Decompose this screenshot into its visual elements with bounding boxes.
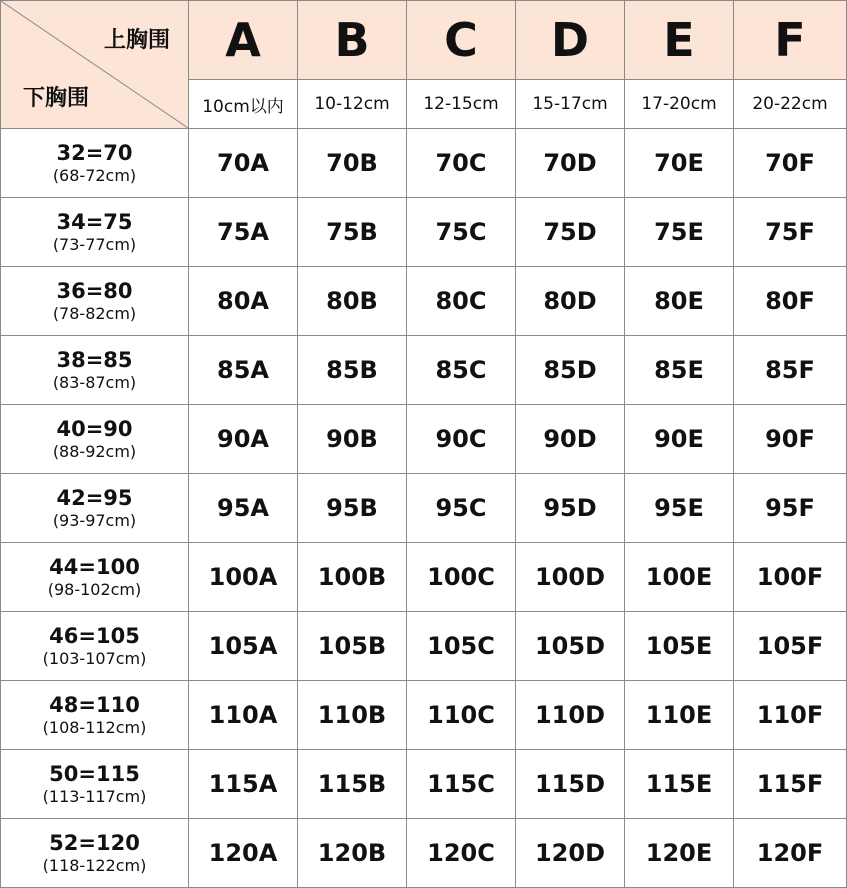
band-size-cell bbox=[1, 198, 189, 267]
table-row bbox=[1, 612, 847, 681]
size-cell: 110B bbox=[298, 681, 407, 750]
size-cell: 80E bbox=[625, 267, 734, 336]
table-row bbox=[1, 819, 847, 888]
size-cell: 80A bbox=[189, 267, 298, 336]
cup-range: 20-22cm bbox=[734, 80, 847, 129]
size-cell: 90B bbox=[298, 405, 407, 474]
size-cell: 85C bbox=[407, 336, 516, 405]
size-cell: 75D bbox=[516, 198, 625, 267]
size-cell: 95B bbox=[298, 474, 407, 543]
size-cell: 105C bbox=[407, 612, 516, 681]
size-cell: 85E bbox=[625, 336, 734, 405]
band-range: (88-92cm) bbox=[52, 441, 137, 461]
size-cell: 100E bbox=[625, 543, 734, 612]
table-row bbox=[1, 336, 847, 405]
size-cell: 105D bbox=[516, 612, 625, 681]
size-cell: 85B bbox=[298, 336, 407, 405]
size-cell: 75C bbox=[407, 198, 516, 267]
band-size: 44=100 bbox=[49, 554, 140, 579]
band-size: 50=115 bbox=[49, 761, 140, 786]
size-cell: 80B bbox=[298, 267, 407, 336]
size-cell: 85D bbox=[516, 336, 625, 405]
band-range: (118-122cm) bbox=[42, 855, 147, 875]
band-size: 38=85 bbox=[56, 347, 133, 372]
band-range: (113-117cm) bbox=[42, 786, 147, 806]
size-cell: 75B bbox=[298, 198, 407, 267]
band-range: (93-97cm) bbox=[52, 510, 137, 530]
band-size-cell bbox=[1, 612, 189, 681]
size-cell: 70A bbox=[189, 129, 298, 198]
band-size-cell bbox=[1, 405, 189, 474]
size-cell: 115E bbox=[625, 750, 734, 819]
size-cell: 70D bbox=[516, 129, 625, 198]
size-cell: 70C bbox=[407, 129, 516, 198]
band-range: (83-87cm) bbox=[52, 372, 137, 392]
size-cell: 85F bbox=[734, 336, 847, 405]
cup-letter: D bbox=[516, 1, 625, 80]
size-cell: 75E bbox=[625, 198, 734, 267]
band-size-cell bbox=[1, 819, 189, 888]
cup-range: 17-20cm bbox=[625, 80, 734, 129]
size-cell: 120B bbox=[298, 819, 407, 888]
size-cell: 100F bbox=[734, 543, 847, 612]
band-range: (98-102cm) bbox=[47, 579, 142, 599]
size-cell: 95F bbox=[734, 474, 847, 543]
size-cell: 90C bbox=[407, 405, 516, 474]
size-cell: 90A bbox=[189, 405, 298, 474]
table-row bbox=[1, 267, 847, 336]
size-cell: 115F bbox=[734, 750, 847, 819]
size-cell: 85A bbox=[189, 336, 298, 405]
table-row bbox=[1, 681, 847, 750]
size-cell: 110A bbox=[189, 681, 298, 750]
band-size-cell bbox=[1, 267, 189, 336]
table-row bbox=[1, 129, 847, 198]
band-size: 36=80 bbox=[56, 278, 133, 303]
size-cell: 110F bbox=[734, 681, 847, 750]
size-cell: 75A bbox=[189, 198, 298, 267]
cup-range: 15-17cm bbox=[516, 80, 625, 129]
size-cell: 95E bbox=[625, 474, 734, 543]
table-row bbox=[1, 198, 847, 267]
band-size: 32=70 bbox=[56, 140, 133, 165]
cup-range: 10cm以内 bbox=[189, 80, 298, 129]
band-size: 40=90 bbox=[56, 416, 133, 441]
table-row bbox=[1, 750, 847, 819]
cup-letter: B bbox=[298, 1, 407, 80]
size-cell: 120C bbox=[407, 819, 516, 888]
band-size: 42=95 bbox=[56, 485, 133, 510]
band-range: (103-107cm) bbox=[42, 648, 147, 668]
size-cell: 100D bbox=[516, 543, 625, 612]
band-size-cell bbox=[1, 129, 189, 198]
corner-header-cell bbox=[1, 1, 189, 129]
size-cell: 105B bbox=[298, 612, 407, 681]
size-cell: 80F bbox=[734, 267, 847, 336]
size-cell: 115B bbox=[298, 750, 407, 819]
band-range: (73-77cm) bbox=[52, 234, 137, 254]
size-cell: 110E bbox=[625, 681, 734, 750]
band-size-cell bbox=[1, 681, 189, 750]
size-cell: 95A bbox=[189, 474, 298, 543]
size-cell: 90E bbox=[625, 405, 734, 474]
size-cell: 80C bbox=[407, 267, 516, 336]
band-size-cell bbox=[1, 750, 189, 819]
size-cell: 120A bbox=[189, 819, 298, 888]
size-cell: 100A bbox=[189, 543, 298, 612]
table-row bbox=[1, 474, 847, 543]
size-cell: 105F bbox=[734, 612, 847, 681]
size-cell: 105A bbox=[189, 612, 298, 681]
cup-range: 12-15cm bbox=[407, 80, 516, 129]
upper-bust-label: 上胸围 bbox=[103, 28, 170, 53]
size-cell: 120F bbox=[734, 819, 847, 888]
cup-letter-row bbox=[1, 1, 847, 80]
band-size: 48=110 bbox=[49, 692, 140, 717]
band-range: (68-72cm) bbox=[52, 165, 137, 185]
size-cell: 95D bbox=[516, 474, 625, 543]
size-cell: 100C bbox=[407, 543, 516, 612]
band-size-cell bbox=[1, 474, 189, 543]
cup-letter: A bbox=[189, 1, 298, 80]
size-cell: 75F bbox=[734, 198, 847, 267]
size-cell: 90F bbox=[734, 405, 847, 474]
band-size: 52=120 bbox=[49, 830, 140, 855]
size-cell: 90D bbox=[516, 405, 625, 474]
size-cell: 70F bbox=[734, 129, 847, 198]
size-cell: 105E bbox=[625, 612, 734, 681]
band-range: (78-82cm) bbox=[52, 303, 137, 323]
cup-range: 10-12cm bbox=[298, 80, 407, 129]
size-cell: 115D bbox=[516, 750, 625, 819]
size-cell: 100B bbox=[298, 543, 407, 612]
underbust-label: 下胸围 bbox=[23, 86, 90, 111]
band-size-cell bbox=[1, 336, 189, 405]
size-cell: 110C bbox=[407, 681, 516, 750]
cup-letter: F bbox=[734, 1, 847, 80]
size-cell: 115C bbox=[407, 750, 516, 819]
size-cell: 110D bbox=[516, 681, 625, 750]
band-range: (108-112cm) bbox=[42, 717, 147, 737]
table-row bbox=[1, 405, 847, 474]
size-cell: 120D bbox=[516, 819, 625, 888]
size-cell: 115A bbox=[189, 750, 298, 819]
size-cell: 95C bbox=[407, 474, 516, 543]
size-cell: 120E bbox=[625, 819, 734, 888]
size-chart-body bbox=[1, 129, 847, 888]
size-cell: 70E bbox=[625, 129, 734, 198]
size-cell: 80D bbox=[516, 267, 625, 336]
band-size: 46=105 bbox=[49, 623, 140, 648]
size-cell: 70B bbox=[298, 129, 407, 198]
table-row bbox=[1, 543, 847, 612]
cup-letter: E bbox=[625, 1, 734, 80]
cup-letter: C bbox=[407, 1, 516, 80]
band-size-cell bbox=[1, 543, 189, 612]
band-size: 34=75 bbox=[56, 209, 133, 234]
